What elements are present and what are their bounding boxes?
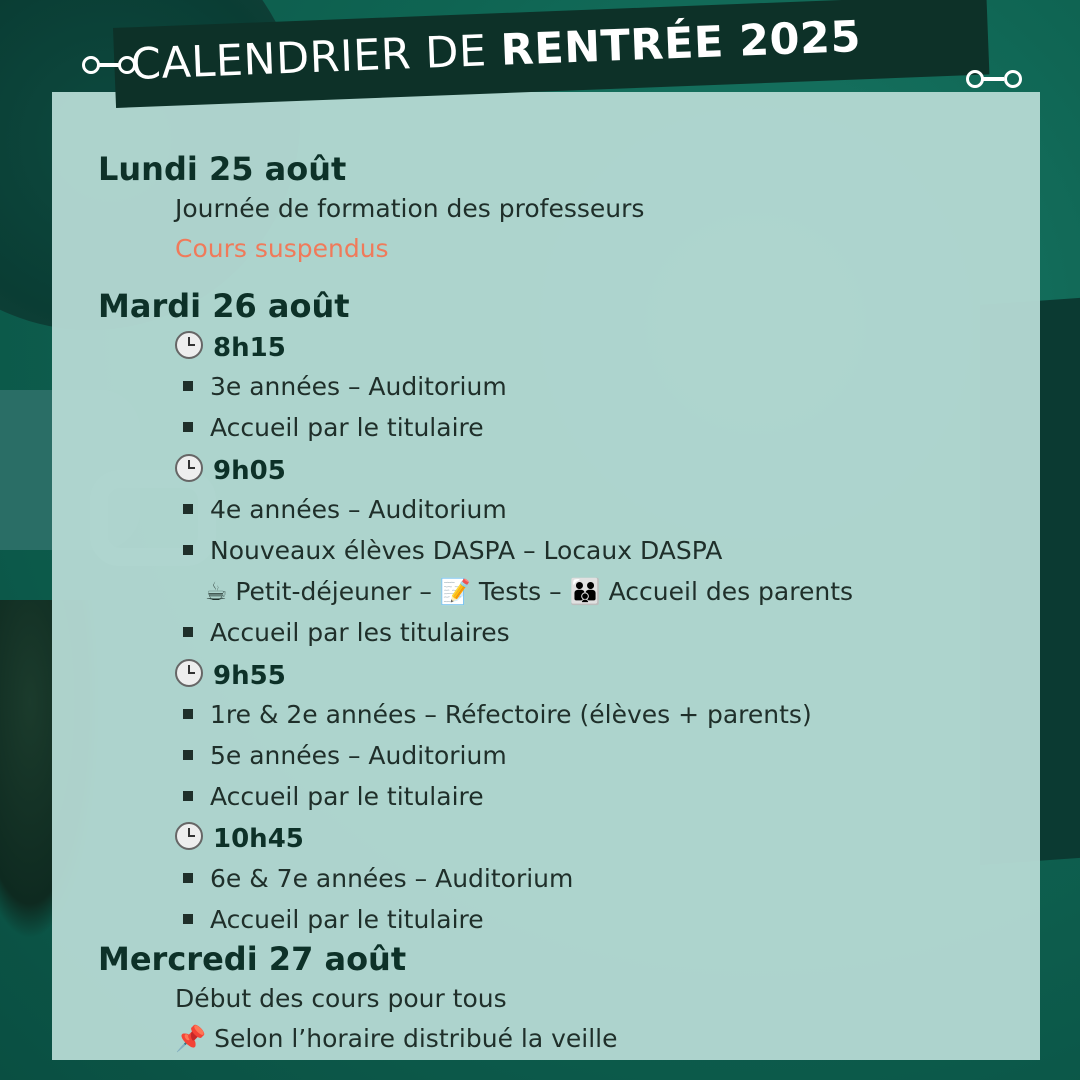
clock-icon xyxy=(175,454,203,482)
list-item: 1re & 2e années – Réfectoire (élèves + parents) xyxy=(210,700,812,729)
day-heading-monday: Lundi 25 août xyxy=(98,150,347,188)
time-label: 9h05 xyxy=(213,456,286,486)
list-item: 4e années – Auditorium xyxy=(210,495,507,524)
list-item: Nouveaux élèves DASPA – Locaux DASPA xyxy=(210,536,723,565)
time-label: 10h45 xyxy=(213,824,304,854)
list-item: 5e années – Auditorium xyxy=(210,741,507,770)
time-slot-9h05 xyxy=(175,454,286,486)
bullet-icon xyxy=(183,504,193,514)
list-item: Accueil par le titulaire xyxy=(210,782,484,811)
title-bold: RENTRÉE 2025 xyxy=(499,11,862,76)
wednesday-line-2: 📌 Selon l’horaire distribué la veille xyxy=(175,1024,618,1053)
bullet-icon xyxy=(183,750,193,760)
bullet-icon xyxy=(183,873,193,883)
time-label: 8h15 xyxy=(213,333,286,363)
list-subitem: ☕ Petit-déjeuner – 📝 Tests – 👪 Accueil des parents xyxy=(205,577,854,606)
wednesday-line-1: Début des cours pour tous xyxy=(175,984,507,1013)
clock-icon xyxy=(175,331,203,359)
time-slot-10h45 xyxy=(175,822,304,854)
clock-icon xyxy=(175,659,203,687)
list-item: Accueil par le titulaire xyxy=(210,413,484,442)
bullet-icon xyxy=(183,709,193,719)
time-label: 9h55 xyxy=(213,661,286,691)
day-heading-wednesday: Mercredi 27 août xyxy=(98,940,407,978)
list-item: 3e années – Auditorium xyxy=(210,372,507,401)
day-heading-tuesday: Mardi 26 août xyxy=(98,287,350,325)
clock-icon xyxy=(175,822,203,850)
monday-line-2: Cours suspendus xyxy=(175,234,389,263)
bullet-icon xyxy=(183,791,193,801)
bullet-icon xyxy=(183,381,193,391)
title-light: CALENDRIER DE xyxy=(130,26,488,90)
bullet-icon xyxy=(183,545,193,555)
time-slot-9h55 xyxy=(175,659,286,691)
bullet-icon xyxy=(183,627,193,637)
list-item: Accueil par les titulaires xyxy=(210,618,510,647)
list-item: 6e & 7e années – Auditorium xyxy=(210,864,574,893)
bullet-icon xyxy=(183,914,193,924)
time-slot-8h15 xyxy=(175,331,286,363)
bullet-icon xyxy=(183,422,193,432)
list-item: Accueil par le titulaire xyxy=(210,905,484,934)
monday-line-1: Journée de formation des professeurs xyxy=(175,194,645,223)
